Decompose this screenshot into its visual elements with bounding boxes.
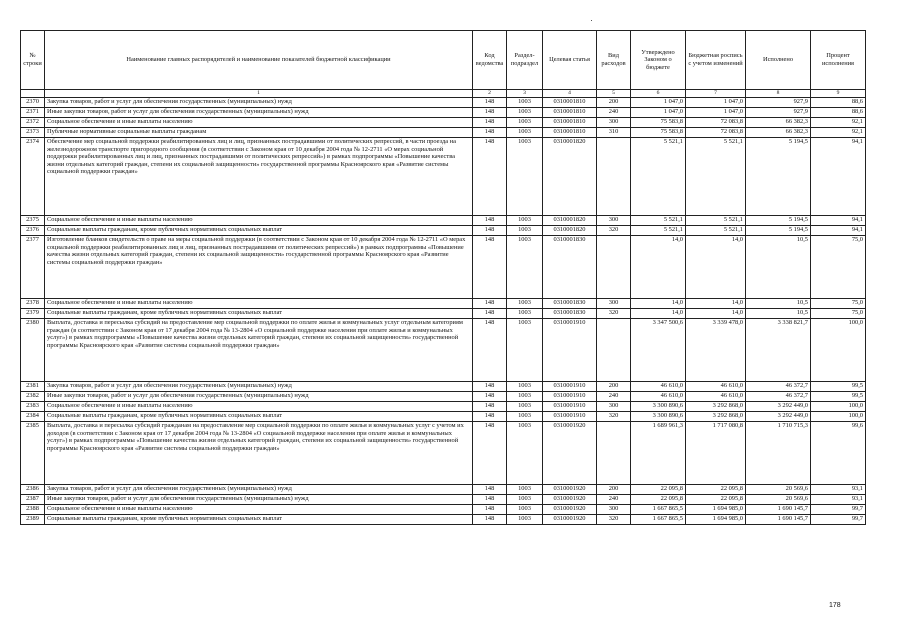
row-percent: 92,1 bbox=[811, 128, 866, 138]
header-row-no: № строки bbox=[21, 31, 45, 90]
row-section: 1003 bbox=[507, 319, 543, 382]
row-executed: 927,9 bbox=[746, 108, 811, 118]
row-target: 0310001820 bbox=[543, 226, 597, 236]
row-approved: 14,0 bbox=[631, 309, 686, 319]
row-number: 2372 bbox=[21, 118, 45, 128]
row-number: 2385 bbox=[21, 422, 45, 485]
row-executed: 20 569,6 bbox=[746, 495, 811, 505]
row-percent: 94,1 bbox=[811, 226, 866, 236]
row-target: 0310001910 bbox=[543, 319, 597, 382]
row-executed: 3 292 449,0 bbox=[746, 402, 811, 412]
column-number-row bbox=[21, 90, 866, 98]
row-section: 1003 bbox=[507, 412, 543, 422]
row-executed: 46 372,7 bbox=[746, 392, 811, 402]
scan-speck bbox=[591, 20, 592, 21]
row-percent: 99,5 bbox=[811, 392, 866, 402]
row-number: 2387 bbox=[21, 495, 45, 505]
row-section: 1003 bbox=[507, 505, 543, 515]
row-name: Выплата, доставка и пересылка субсидий на предоставление мер социальной поддержки по оплате жилья и коммунальных услуг отдельным категориям граждан (в соответствии с Законом края от 17 декабря 2004 года № 13-2804 «О социальной поддержке населения при оплате жилья и коммунальных услуг») в рамках подпрограммы «Повышение качества жизни отдельных категорий граждан, степени их социальной защищенности» государственной программы Красноярского края «Развитие системы социальной поддержки граждан» bbox=[45, 319, 473, 382]
row-executed: 10,5 bbox=[746, 236, 811, 299]
row-number: 2373 bbox=[21, 128, 45, 138]
row-approved: 75 583,8 bbox=[631, 118, 686, 128]
row-executed: 927,9 bbox=[746, 98, 811, 108]
column-number: 6 bbox=[631, 90, 686, 98]
row-number: 2375 bbox=[21, 216, 45, 226]
row-percent: 93,1 bbox=[811, 495, 866, 505]
table-row bbox=[21, 485, 866, 495]
row-exp-type bbox=[597, 138, 631, 216]
row-percent: 94,1 bbox=[811, 216, 866, 226]
row-approved: 14,0 bbox=[631, 236, 686, 299]
row-section: 1003 bbox=[507, 216, 543, 226]
row-target: 0310001910 bbox=[543, 392, 597, 402]
row-percent: 88,6 bbox=[811, 108, 866, 118]
row-budget-list: 3 292 868,0 bbox=[686, 412, 746, 422]
row-budget-list: 72 083,8 bbox=[686, 128, 746, 138]
row-exp-type: 240 bbox=[597, 495, 631, 505]
table-row bbox=[21, 382, 866, 392]
row-target: 0310001810 bbox=[543, 118, 597, 128]
row-percent: 88,6 bbox=[811, 98, 866, 108]
row-target: 0310001810 bbox=[543, 128, 597, 138]
row-section: 1003 bbox=[507, 299, 543, 309]
row-percent: 99,7 bbox=[811, 505, 866, 515]
row-budget-list: 1 047,0 bbox=[686, 98, 746, 108]
row-target: 0310001910 bbox=[543, 382, 597, 392]
table-row bbox=[21, 108, 866, 118]
row-dept-code: 148 bbox=[473, 505, 507, 515]
row-dept-code: 148 bbox=[473, 392, 507, 402]
row-name: Закупка товаров, работ и услуг для обеспечения государственных (муниципальных) нужд bbox=[45, 485, 473, 495]
row-budget-list: 5 521,1 bbox=[686, 216, 746, 226]
row-budget-list: 46 610,0 bbox=[686, 392, 746, 402]
row-percent: 99,6 bbox=[811, 422, 866, 485]
row-section: 1003 bbox=[507, 98, 543, 108]
row-percent: 92,1 bbox=[811, 118, 866, 128]
row-approved: 46 610,0 bbox=[631, 392, 686, 402]
row-executed: 3 292 449,0 bbox=[746, 412, 811, 422]
row-dept-code: 148 bbox=[473, 236, 507, 299]
row-budget-list: 3 339 478,0 bbox=[686, 319, 746, 382]
row-dept-code: 148 bbox=[473, 299, 507, 309]
row-section: 1003 bbox=[507, 108, 543, 118]
row-dept-code: 148 bbox=[473, 128, 507, 138]
row-section: 1003 bbox=[507, 236, 543, 299]
row-name: Социальные выплаты гражданам, кроме публичных нормативных социальных выплат bbox=[45, 515, 473, 525]
table-row bbox=[21, 392, 866, 402]
table-row bbox=[21, 319, 866, 382]
row-dept-code: 148 bbox=[473, 108, 507, 118]
row-name: Выплата, доставка и пересылка субсидий гражданам на предоставление мер социальной поддержки по оплате жилья и коммунальных услуг с учетом их доходов (в соответствии с Законом края от 17 декабря 2004 года № 13-2804 «О социальной поддержке населения при оплате жилья и коммунальных услуг») в рамках подпрограммы «Повышение качества жизни отдельных категорий граждан, степени их социальной защищенности» государственной программы Красноярского края «Развитие системы социальной поддержки граждан» bbox=[45, 422, 473, 485]
table-row bbox=[21, 505, 866, 515]
column-number: 4 bbox=[543, 90, 597, 98]
row-exp-type: 240 bbox=[597, 108, 631, 118]
row-budget-list: 14,0 bbox=[686, 299, 746, 309]
row-name: Закупка товаров, работ и услуг для обеспечения государственных (муниципальных) нужд bbox=[45, 98, 473, 108]
row-approved: 1 667 865,5 bbox=[631, 515, 686, 525]
row-percent: 75,0 bbox=[811, 299, 866, 309]
row-executed: 66 382,3 bbox=[746, 118, 811, 128]
row-target: 0310001830 bbox=[543, 299, 597, 309]
table-row bbox=[21, 515, 866, 525]
row-percent: 100,0 bbox=[811, 319, 866, 382]
row-executed: 5 194,5 bbox=[746, 226, 811, 236]
table-row bbox=[21, 98, 866, 108]
row-dept-code: 148 bbox=[473, 382, 507, 392]
row-target: 0310001910 bbox=[543, 402, 597, 412]
row-percent: 99,5 bbox=[811, 382, 866, 392]
row-exp-type: 200 bbox=[597, 485, 631, 495]
row-number: 2378 bbox=[21, 299, 45, 309]
row-approved: 75 583,8 bbox=[631, 128, 686, 138]
row-name: Социальные выплаты гражданам, кроме публичных нормативных социальных выплат bbox=[45, 412, 473, 422]
column-number: 2 bbox=[473, 90, 507, 98]
row-target: 0310001830 bbox=[543, 309, 597, 319]
row-percent: 75,0 bbox=[811, 236, 866, 299]
row-target: 0310001910 bbox=[543, 412, 597, 422]
row-exp-type: 310 bbox=[597, 128, 631, 138]
header-budget-list: Бюджетная роспись с учетом изменений bbox=[686, 31, 746, 90]
row-name: Социальное обеспечение и иные выплаты населению bbox=[45, 118, 473, 128]
row-section: 1003 bbox=[507, 422, 543, 485]
row-name: Иные закупки товаров, работ и услуг для обеспечения государственных (муниципальных) нужд bbox=[45, 108, 473, 118]
row-approved: 1 047,0 bbox=[631, 98, 686, 108]
budget-table-sheet bbox=[20, 30, 865, 525]
row-dept-code: 148 bbox=[473, 402, 507, 412]
table-row bbox=[21, 236, 866, 299]
row-percent: 93,1 bbox=[811, 485, 866, 495]
row-budget-list: 72 083,8 bbox=[686, 118, 746, 128]
row-approved: 3 300 890,6 bbox=[631, 412, 686, 422]
header-name: Наименование главных распорядителей и наименование показателей бюджетной классификации bbox=[45, 31, 473, 90]
row-name: Иные закупки товаров, работ и услуг для обеспечения государственных (муниципальных) нужд bbox=[45, 495, 473, 505]
row-name: Социальные выплаты гражданам, кроме публичных нормативных социальных выплат bbox=[45, 226, 473, 236]
row-number: 2370 bbox=[21, 98, 45, 108]
row-exp-type: 200 bbox=[597, 98, 631, 108]
column-number: 7 bbox=[686, 90, 746, 98]
row-percent: 94,1 bbox=[811, 138, 866, 216]
row-budget-list: 46 610,0 bbox=[686, 382, 746, 392]
row-approved: 1 689 961,3 bbox=[631, 422, 686, 485]
column-number: 5 bbox=[597, 90, 631, 98]
row-approved: 5 521,1 bbox=[631, 138, 686, 216]
row-section: 1003 bbox=[507, 402, 543, 412]
row-target: 0310001820 bbox=[543, 138, 597, 216]
row-section: 1003 bbox=[507, 382, 543, 392]
budget-execution-table bbox=[20, 30, 866, 525]
row-exp-type: 300 bbox=[597, 216, 631, 226]
row-section: 1003 bbox=[507, 485, 543, 495]
row-number: 2386 bbox=[21, 485, 45, 495]
row-section: 1003 bbox=[507, 138, 543, 216]
header-exp-type: Вид расходов bbox=[597, 31, 631, 90]
row-number: 2374 bbox=[21, 138, 45, 216]
row-target: 0310001920 bbox=[543, 495, 597, 505]
row-exp-type: 300 bbox=[597, 402, 631, 412]
row-name: Публичные нормативные социальные выплаты гражданам bbox=[45, 128, 473, 138]
row-executed: 1 690 145,7 bbox=[746, 515, 811, 525]
row-dept-code: 148 bbox=[473, 412, 507, 422]
row-section: 1003 bbox=[507, 515, 543, 525]
row-dept-code: 148 bbox=[473, 226, 507, 236]
row-number: 2381 bbox=[21, 382, 45, 392]
row-number: 2383 bbox=[21, 402, 45, 412]
row-exp-type: 200 bbox=[597, 382, 631, 392]
row-exp-type: 240 bbox=[597, 392, 631, 402]
row-approved: 3 347 500,6 bbox=[631, 319, 686, 382]
row-section: 1003 bbox=[507, 118, 543, 128]
table-row bbox=[21, 299, 866, 309]
row-exp-type bbox=[597, 319, 631, 382]
row-dept-code: 148 bbox=[473, 319, 507, 382]
table-body bbox=[21, 98, 866, 525]
table-row bbox=[21, 216, 866, 226]
row-executed: 3 338 821,7 bbox=[746, 319, 811, 382]
row-approved: 1 047,0 bbox=[631, 108, 686, 118]
row-number: 2384 bbox=[21, 412, 45, 422]
row-approved: 5 521,1 bbox=[631, 216, 686, 226]
row-executed: 10,5 bbox=[746, 299, 811, 309]
row-dept-code: 148 bbox=[473, 422, 507, 485]
table-row bbox=[21, 422, 866, 485]
row-budget-list: 1 717 080,8 bbox=[686, 422, 746, 485]
row-exp-type: 320 bbox=[597, 515, 631, 525]
row-name: Социальное обеспечение и иные выплаты населению bbox=[45, 505, 473, 515]
row-executed: 46 372,7 bbox=[746, 382, 811, 392]
row-executed: 5 194,5 bbox=[746, 216, 811, 226]
row-executed: 1 690 145,7 bbox=[746, 505, 811, 515]
row-target: 0310001920 bbox=[543, 515, 597, 525]
row-name: Изготовление бланков свидетельств о праве на меры социальной поддержки (в соответствии с Законом края от 10 декабря 2004 года № 12-2711 «О мерах социальной поддержки реабилитированных лиц и лиц, признанных пострадавшими от политических репрессий») в рамках подпрограммы «Повышение качества жизни отдельных категорий граждан, степени их социальной защищенности» государственной программы Красноярского края «Развитие системы социальной поддержки граждан» bbox=[45, 236, 473, 299]
row-budget-list: 5 521,1 bbox=[686, 226, 746, 236]
row-section: 1003 bbox=[507, 495, 543, 505]
row-name: Закупка товаров, работ и услуг для обеспечения государственных (муниципальных) нужд bbox=[45, 382, 473, 392]
row-name: Обеспечение мер социальной поддержки реабилитированных лиц и лиц, признанных пострадавшими от политических репрессий, в части проезда на железнодорожном транспорте пригородного сообщения (в соответствии с Законом края от 10 декабря 2004 года № 12-2711 «О мерах социальной поддержки реабилитированных лиц и лиц, признанных пострадавшими от политических репрессий») в рамках подпрограммы «Повышение качества жизни отдельных категорий граждан, степени их социальной защищенности» государственной программы Красноярского края «Развитие системы социальной поддержки граждан» bbox=[45, 138, 473, 216]
column-number: 3 bbox=[507, 90, 543, 98]
table-row bbox=[21, 226, 866, 236]
row-exp-type: 300 bbox=[597, 505, 631, 515]
row-number: 2377 bbox=[21, 236, 45, 299]
header-percent: Процент исполнения bbox=[811, 31, 866, 90]
row-number: 2376 bbox=[21, 226, 45, 236]
row-executed: 5 194,5 bbox=[746, 138, 811, 216]
row-budget-list: 1 694 985,0 bbox=[686, 505, 746, 515]
row-number: 2389 bbox=[21, 515, 45, 525]
row-exp-type: 300 bbox=[597, 299, 631, 309]
row-percent: 100,0 bbox=[811, 402, 866, 412]
table-row bbox=[21, 402, 866, 412]
row-target: 0310001920 bbox=[543, 485, 597, 495]
table-row bbox=[21, 412, 866, 422]
row-name: Социальное обеспечение и иные выплаты населению bbox=[45, 216, 473, 226]
table-row bbox=[21, 309, 866, 319]
row-percent: 100,0 bbox=[811, 412, 866, 422]
row-dept-code: 148 bbox=[473, 98, 507, 108]
row-dept-code: 148 bbox=[473, 118, 507, 128]
row-approved: 14,0 bbox=[631, 299, 686, 309]
header-approved: Утверждено Законом о бюджете bbox=[631, 31, 686, 90]
row-number: 2379 bbox=[21, 309, 45, 319]
row-name: Социальное обеспечение и иные выплаты населению bbox=[45, 402, 473, 412]
row-dept-code: 148 bbox=[473, 485, 507, 495]
header-target: Целевая статья bbox=[543, 31, 597, 90]
row-number: 2382 bbox=[21, 392, 45, 402]
row-dept-code: 148 bbox=[473, 515, 507, 525]
row-section: 1003 bbox=[507, 128, 543, 138]
row-approved: 46 610,0 bbox=[631, 382, 686, 392]
row-approved: 5 521,1 bbox=[631, 226, 686, 236]
row-number: 2380 bbox=[21, 319, 45, 382]
row-executed: 10,5 bbox=[746, 309, 811, 319]
row-target: 0310001920 bbox=[543, 422, 597, 485]
row-number: 2388 bbox=[21, 505, 45, 515]
table-row bbox=[21, 495, 866, 505]
row-target: 0310001920 bbox=[543, 505, 597, 515]
row-exp-type: 320 bbox=[597, 226, 631, 236]
row-name: Социальное обеспечение и иные выплаты населению bbox=[45, 299, 473, 309]
row-percent: 99,7 bbox=[811, 515, 866, 525]
row-executed: 66 382,3 bbox=[746, 128, 811, 138]
page-number: 178 bbox=[829, 602, 841, 609]
row-approved: 22 095,8 bbox=[631, 495, 686, 505]
row-exp-type bbox=[597, 236, 631, 299]
row-number: 2371 bbox=[21, 108, 45, 118]
row-target: 0310001830 bbox=[543, 236, 597, 299]
row-name: Социальные выплаты гражданам, кроме публичных нормативных социальных выплат bbox=[45, 309, 473, 319]
header-section: Раздел-подраздел bbox=[507, 31, 543, 90]
row-name: Иные закупки товаров, работ и услуг для обеспечения государственных (муниципальных) нужд bbox=[45, 392, 473, 402]
row-executed: 1 710 715,3 bbox=[746, 422, 811, 485]
table-row bbox=[21, 118, 866, 128]
table-row bbox=[21, 128, 866, 138]
column-number bbox=[21, 90, 45, 98]
row-section: 1003 bbox=[507, 309, 543, 319]
row-exp-type: 300 bbox=[597, 118, 631, 128]
row-target: 0310001810 bbox=[543, 98, 597, 108]
table-row bbox=[21, 138, 866, 216]
row-approved: 3 300 890,6 bbox=[631, 402, 686, 412]
row-executed: 20 569,6 bbox=[746, 485, 811, 495]
row-approved: 22 095,8 bbox=[631, 485, 686, 495]
row-target: 0310001820 bbox=[543, 216, 597, 226]
table-header bbox=[21, 31, 866, 98]
row-dept-code: 148 bbox=[473, 216, 507, 226]
row-section: 1003 bbox=[507, 392, 543, 402]
header-dept-code: Код ведомства bbox=[473, 31, 507, 90]
row-budget-list: 14,0 bbox=[686, 236, 746, 299]
row-percent: 75,0 bbox=[811, 309, 866, 319]
column-number: 9 bbox=[811, 90, 866, 98]
header-executed: Исполнено bbox=[746, 31, 811, 90]
row-budget-list: 1 047,0 bbox=[686, 108, 746, 118]
row-exp-type: 320 bbox=[597, 309, 631, 319]
column-number: 1 bbox=[45, 90, 473, 98]
row-budget-list: 22 095,8 bbox=[686, 495, 746, 505]
row-budget-list: 5 521,1 bbox=[686, 138, 746, 216]
row-section: 1003 bbox=[507, 226, 543, 236]
row-budget-list: 14,0 bbox=[686, 309, 746, 319]
row-dept-code: 148 bbox=[473, 138, 507, 216]
row-target: 0310001810 bbox=[543, 108, 597, 118]
row-exp-type bbox=[597, 422, 631, 485]
column-number: 8 bbox=[746, 90, 811, 98]
row-budget-list: 22 095,8 bbox=[686, 485, 746, 495]
row-exp-type: 320 bbox=[597, 412, 631, 422]
row-budget-list: 1 694 985,0 bbox=[686, 515, 746, 525]
row-dept-code: 148 bbox=[473, 309, 507, 319]
row-budget-list: 3 292 868,0 bbox=[686, 402, 746, 412]
row-approved: 1 667 865,5 bbox=[631, 505, 686, 515]
row-dept-code: 148 bbox=[473, 495, 507, 505]
